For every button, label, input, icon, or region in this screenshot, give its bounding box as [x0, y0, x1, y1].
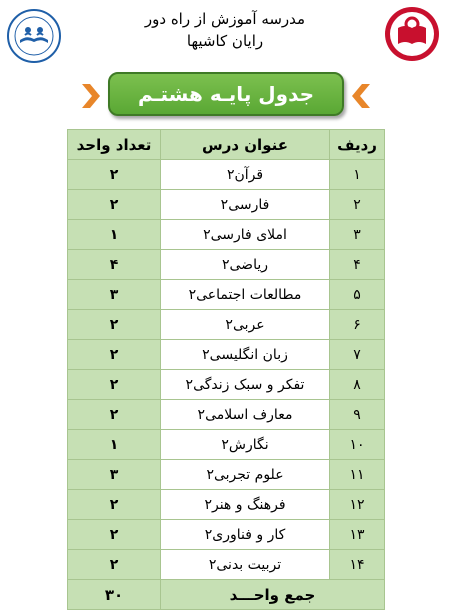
course-name: تربیت بدنی۲ [161, 550, 330, 580]
course-units: ۲ [68, 340, 161, 370]
row-number: ۴ [330, 250, 385, 280]
table-row [68, 280, 385, 310]
course-table-body [68, 160, 385, 610]
total-row [68, 580, 385, 610]
school-name-line-1: مدرسه آموزش از راه دور [144, 10, 306, 28]
rayan-kashiha-logo [6, 8, 62, 64]
course-units: ۲ [68, 190, 161, 220]
course-units: ۲ [68, 490, 161, 520]
course-name: مطالعات اجتماعی۲ [161, 280, 330, 310]
course-name: نگارش۲ [161, 430, 330, 460]
course-table [67, 129, 385, 610]
course-name: کار و فناوری۲ [161, 520, 330, 550]
emblem-icon [382, 4, 442, 64]
course-name: فارسی۲ [161, 190, 330, 220]
table-row [68, 220, 385, 250]
table-title: جدول پایـه هشتـم [108, 72, 344, 116]
table-row [68, 190, 385, 220]
course-units: ۴ [68, 250, 161, 280]
course-units: ۱ [68, 430, 161, 460]
row-number: ۱۴ [330, 550, 385, 580]
course-units: ۱ [68, 220, 161, 250]
table-row [68, 520, 385, 550]
course-name: املای فارسی۲ [161, 220, 330, 250]
header-units: تعداد واحد [68, 130, 161, 160]
row-number: ۱۲ [330, 490, 385, 520]
course-units: ۲ [68, 160, 161, 190]
header-row-number: ردیف [330, 130, 385, 160]
table-row [68, 550, 385, 580]
row-number: ۵ [330, 280, 385, 310]
table-row [68, 430, 385, 460]
table-row [68, 370, 385, 400]
row-number: ۱۳ [330, 520, 385, 550]
row-number: ۲ [330, 190, 385, 220]
course-units: ۲ [68, 400, 161, 430]
row-number: ۷ [330, 340, 385, 370]
row-number: ۹ [330, 400, 385, 430]
course-units: ۳ [68, 280, 161, 310]
table-row [68, 460, 385, 490]
course-name: زبان انگلیسی۲ [161, 340, 330, 370]
table-row [68, 310, 385, 340]
row-number: ۱۱ [330, 460, 385, 490]
course-name: فرهنگ و هنر۲ [161, 490, 330, 520]
course-units: ۲ [68, 310, 161, 340]
course-units: ۳ [68, 460, 161, 490]
course-name: ریاضی۲ [161, 250, 330, 280]
course-units: ۲ [68, 550, 161, 580]
title-banner [80, 72, 372, 120]
course-name: تفکر و سبک زندگی۲ [161, 370, 330, 400]
header-course-name: عنوان درس [161, 130, 330, 160]
row-number: ۶ [330, 310, 385, 340]
course-units: ۲ [68, 370, 161, 400]
row-number: ۸ [330, 370, 385, 400]
chevron-right-icon [80, 82, 102, 110]
school-name-line-2: رایان کاشیها [186, 32, 264, 50]
table-row [68, 490, 385, 520]
course-name: معارف اسلامی۲ [161, 400, 330, 430]
school-emblem-logo [382, 4, 442, 64]
course-name: قرآن۲ [161, 160, 330, 190]
course-name: عربی۲ [161, 310, 330, 340]
row-number: ۱۰ [330, 430, 385, 460]
book-people-icon [6, 8, 62, 64]
table-row [68, 250, 385, 280]
table-row [68, 400, 385, 430]
course-name: علوم تجربی۲ [161, 460, 330, 490]
row-number: ۱ [330, 160, 385, 190]
row-number: ۳ [330, 220, 385, 250]
table-row [68, 340, 385, 370]
table-row [68, 160, 385, 190]
total-value: ۳۰ [68, 580, 161, 610]
table-header-row [68, 130, 385, 160]
school-name [100, 8, 350, 52]
course-units: ۲ [68, 520, 161, 550]
total-label: جمع واحـــد [161, 580, 385, 610]
chevron-left-icon [350, 82, 372, 110]
